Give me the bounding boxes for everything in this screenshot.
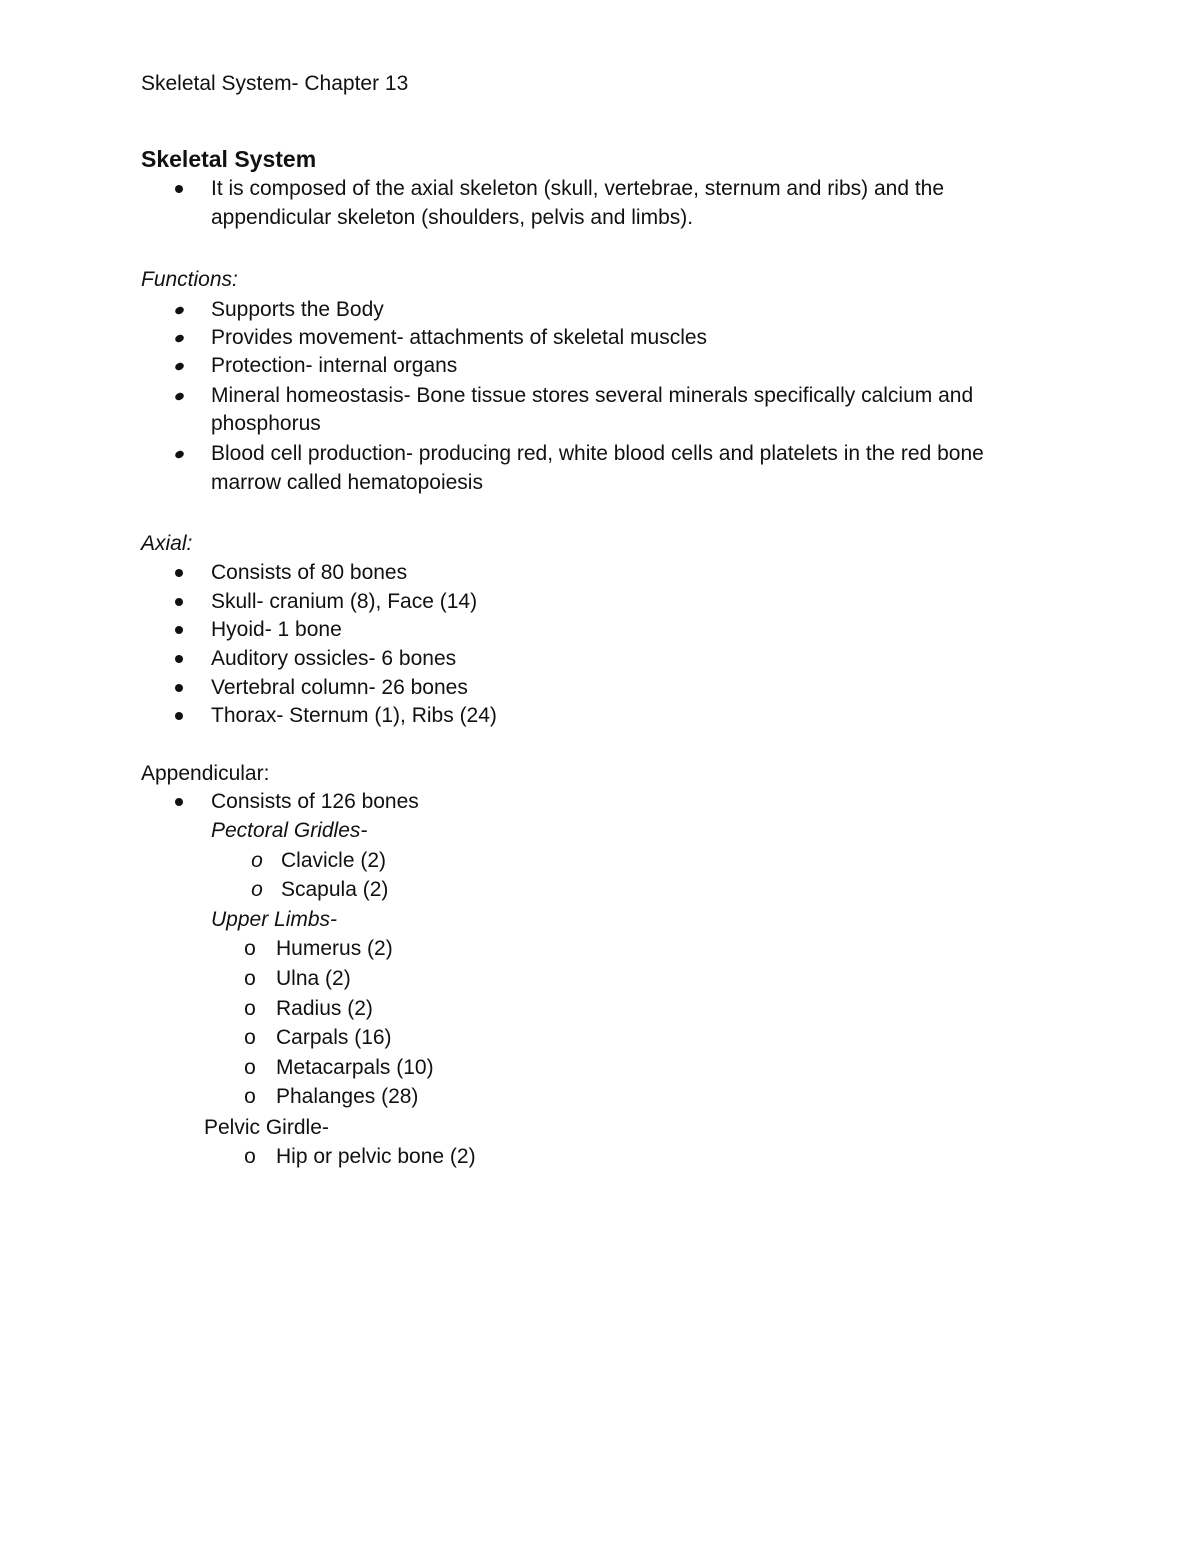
hollow-circle-bullet-icon: o xyxy=(244,1085,256,1108)
functions-item: Blood cell production- producing red, white blood cells and platelets in the red bone xyxy=(211,442,984,465)
axial-label: Axial: xyxy=(141,532,193,555)
pectoral-item: Scapula (2) xyxy=(281,878,389,901)
bullet-icon xyxy=(173,559,187,587)
hollow-circle-bullet-icon: o xyxy=(244,997,256,1020)
bullet-icon xyxy=(173,352,187,380)
upper-limbs-item: Humerus (2) xyxy=(276,937,393,960)
hollow-circle-bullet-icon: o xyxy=(244,967,256,990)
upper-limbs-item: Carpals (16) xyxy=(276,1026,392,1049)
upper-limbs-label: Upper Limbs- xyxy=(211,908,338,931)
bullet-icon xyxy=(173,440,187,468)
functions-item: Provides movement- attachments of skeletal muscles xyxy=(211,326,708,349)
hollow-circle-bullet-icon: o xyxy=(244,1145,256,1168)
bullet-icon xyxy=(173,674,187,702)
axial-item: Hyoid- 1 bone xyxy=(211,618,342,641)
bullet-icon xyxy=(173,645,187,673)
bullet-icon xyxy=(173,296,187,324)
upper-limbs-item: Metacarpals (10) xyxy=(276,1056,434,1079)
functions-item-continuation: phosphorus xyxy=(211,412,321,435)
functions-item: Supports the Body xyxy=(211,298,384,321)
skeletal-system-description-line-1: It is composed of the axial skeleton (skull, vertebrae, sternum and ribs) and the xyxy=(211,177,945,200)
bullet-icon xyxy=(173,788,187,816)
appendicular-count-item: Consists of 126 bones xyxy=(211,790,419,813)
functions-item: Protection- internal organs xyxy=(211,354,458,377)
hollow-circle-bullet-icon: o xyxy=(244,937,256,960)
upper-limbs-item: Radius (2) xyxy=(276,997,373,1020)
skeletal-system-description-line-2: appendicular skeleton (shoulders, pelvis and limbs). xyxy=(211,206,694,229)
axial-item: Skull- cranium (8), Face (14) xyxy=(211,590,478,613)
bullet-icon xyxy=(173,616,187,644)
pectoral-item: Clavicle (2) xyxy=(281,849,387,872)
section-heading-skeletal-system: Skeletal System xyxy=(141,146,317,172)
appendicular-label: Appendicular: xyxy=(141,762,270,785)
pelvic-girdle-label: Pelvic Girdle- xyxy=(204,1116,329,1139)
axial-item: Vertebral column- 26 bones xyxy=(211,676,468,699)
axial-item: Thorax- Sternum (1), Ribs (24) xyxy=(211,704,497,727)
upper-limbs-item: Phalanges (28) xyxy=(276,1085,419,1108)
hollow-circle-bullet-icon: o xyxy=(251,878,263,901)
pectoral-girdles-label: Pectoral Gridles- xyxy=(211,819,368,842)
functions-label: Functions: xyxy=(141,268,238,291)
bullet-icon xyxy=(173,702,187,730)
hollow-circle-bullet-icon: o xyxy=(244,1026,256,1049)
upper-limbs-item: Ulna (2) xyxy=(276,967,351,990)
document-title: Skeletal System- Chapter 13 xyxy=(141,72,409,95)
bullet-icon xyxy=(173,588,187,616)
bullet-icon xyxy=(173,175,187,203)
axial-item: Consists of 80 bones xyxy=(211,561,408,584)
axial-item: Auditory ossicles- 6 bones xyxy=(211,647,457,670)
hollow-circle-bullet-icon: o xyxy=(251,849,263,872)
functions-item: Mineral homeostasis- Bone tissue stores several minerals specifically calcium and xyxy=(211,384,974,407)
bullet-icon xyxy=(173,324,187,352)
functions-item-continuation: marrow called hematopoiesis xyxy=(211,471,483,494)
bullet-icon xyxy=(173,382,187,410)
pelvic-girdle-item: Hip or pelvic bone (2) xyxy=(276,1145,476,1168)
hollow-circle-bullet-icon: o xyxy=(244,1056,256,1079)
